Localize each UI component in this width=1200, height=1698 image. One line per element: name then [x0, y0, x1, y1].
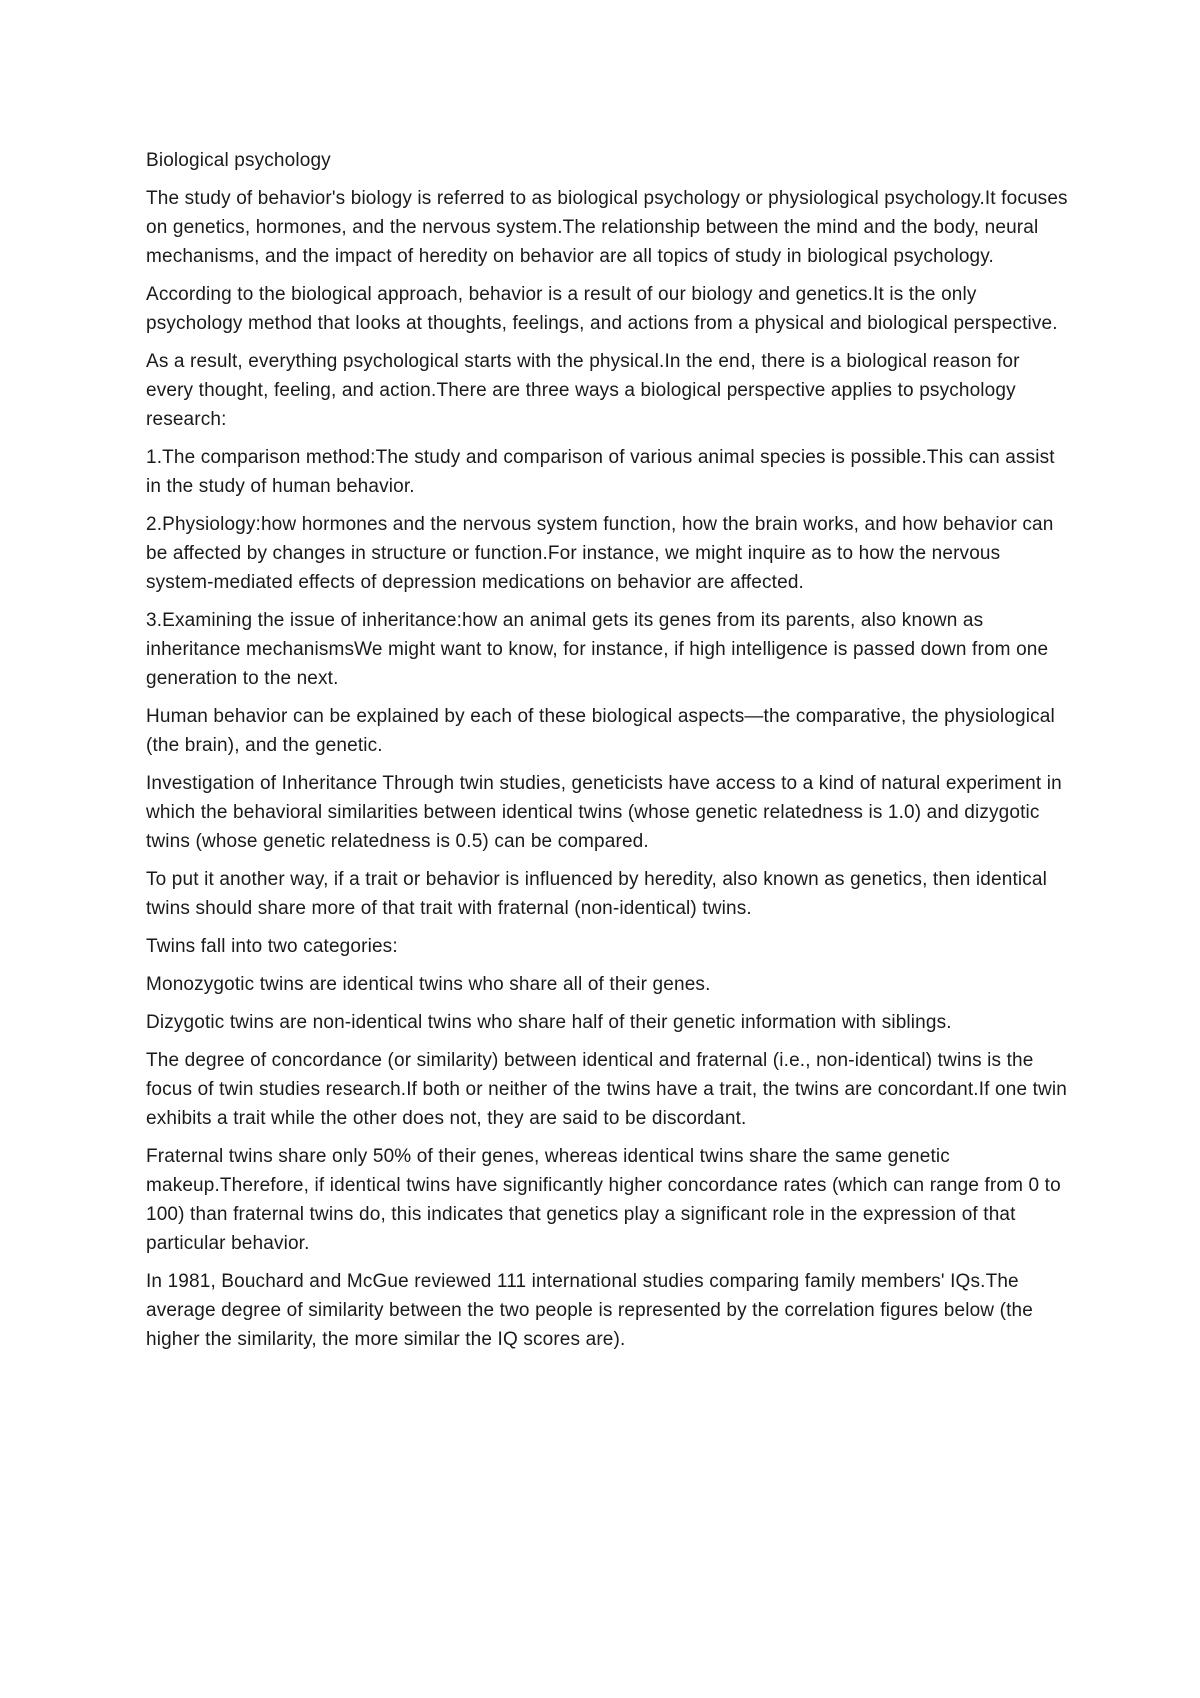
- list-item-physiology: 2.Physiology:how hormones and the nervous system function, how the brain works, and how behavior can be affected by changes in structure or function.For instance, we might inquire as to how the nervous system-mediated effects of depression medications on behavior are affected.: [146, 514, 1054, 593]
- paragraph: Fraternal twins share only 50% of their genes, whereas identical twins share the same genetic makeup.Therefore, if identical twins have significantly higher concordance rates (which can range from 0 to 100) than fraternal twins do, this indicates that genetics play a significant role in the expression of that particular behavior.: [146, 1146, 1061, 1254]
- paragraph: Human behavior can be explained by each of these biological aspects—the comparative, the physiological (the brain), and the genetic.: [146, 706, 1055, 756]
- list-item-inheritance: 3.Examining the issue of inheritance:how an animal gets its genes from its parents, also known as inheritance mechanismsWe might want to know, for instance, if high intelligence is passed down from one generation to the next.: [146, 610, 1049, 689]
- paragraph: The study of behavior's biology is referred to as biological psychology or physiological psychology.It focuses on genetics, hormones, and the nervous system.The relationship between the mind and the body, neural mechanisms, and the impact of heredity on behavior are all topics of study in biological psychology.: [146, 188, 1068, 267]
- paragraph: Dizygotic twins are non-identical twins who share half of their genetic information with siblings.: [146, 1012, 952, 1033]
- paragraph: Monozygotic twins are identical twins who share all of their genes.: [146, 974, 711, 995]
- paragraph: The degree of concordance (or similarity) between identical and fraternal (i.e., non-identical) twins is the focus of twin studies research.If both or neither of the twins have a trait, the twins are concordant.If one twin exhibits a trait while the other does not, they are said to be discordant.: [146, 1050, 1067, 1129]
- paragraph: Investigation of Inheritance Through twin studies, geneticists have access to a kind of natural experiment in which the behavioral similarities between identical twins (whose genetic relatedness is 1.0) and dizygotic twins (whose genetic relatedness is 0.5) can be compared.: [146, 773, 1062, 852]
- paragraph: As a result, everything psychological starts with the physical.In the end, there is a biological reason for every thought, feeling, and action.There are three ways a biological perspective applies to psychology research:: [146, 351, 1020, 430]
- paragraph: Twins fall into two categories:: [146, 936, 398, 957]
- paragraph: To put it another way, if a trait or behavior is influenced by heredity, also known as genetics, then identical twins should share more of that trait with fraternal (non-identical) twins.: [146, 869, 1047, 919]
- paragraph: In 1981, Bouchard and McGue reviewed 111 international studies comparing family members' IQs.The average degree of similarity between the two people is represented by the correlation figures below (the higher the similarity, the more similar the IQ scores are).: [146, 1271, 1033, 1350]
- list-item-comparison-method: 1.The comparison method:The study and comparison of various animal species is possible.This can assist in the study of human behavior.: [146, 447, 1055, 497]
- document-title: Biological psychology: [146, 150, 331, 171]
- paragraph: According to the biological approach, behavior is a result of our biology and genetics.It is the only psychology method that looks at thoughts, feelings, and actions from a physical and biological perspective.: [146, 284, 1058, 334]
- document-body: [146, 146, 1071, 1363]
